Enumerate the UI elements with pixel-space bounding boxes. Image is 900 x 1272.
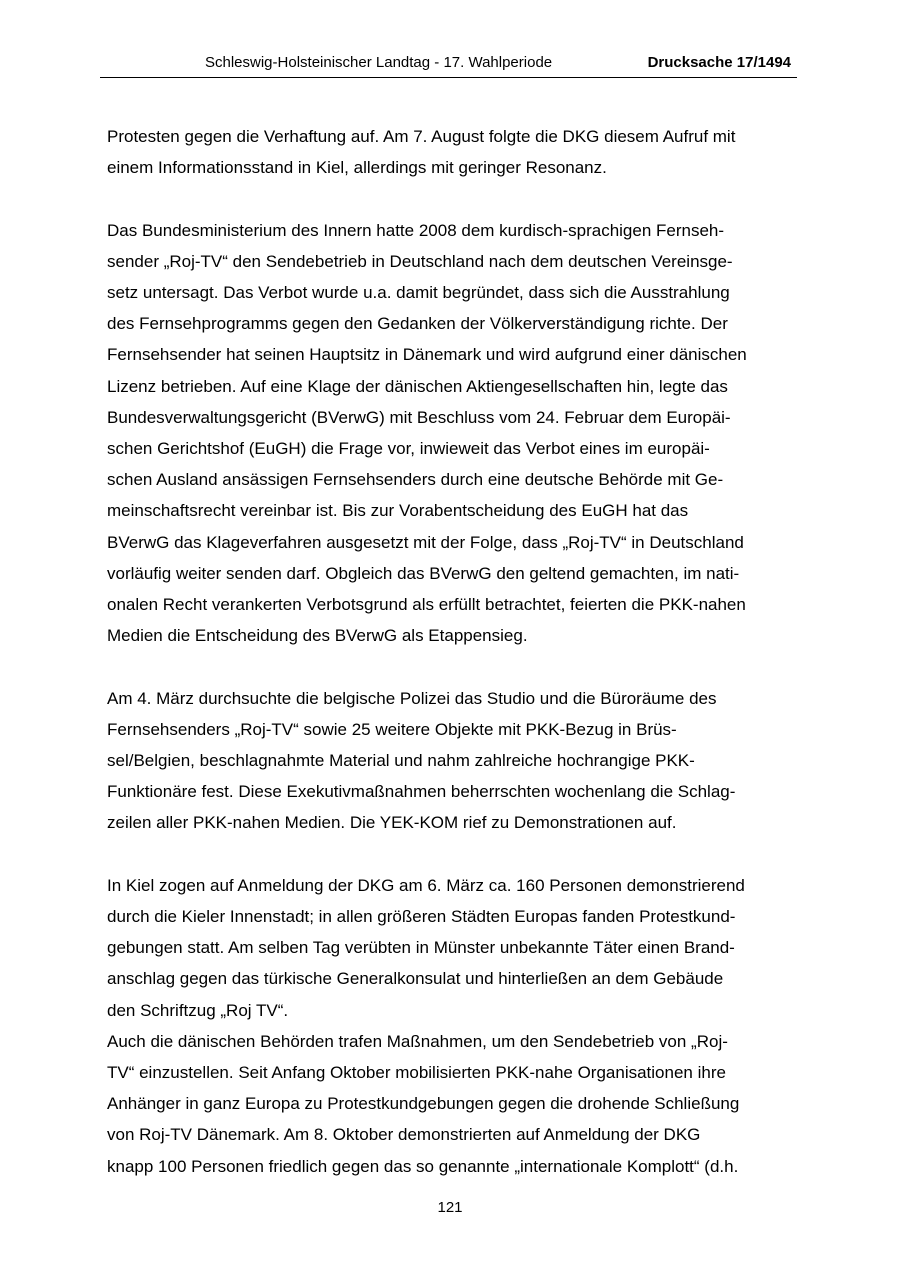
paragraph-4 bbox=[107, 870, 793, 1026]
text-line: Protesten gegen die Verhaftung auf. Am 7. August folgte die DKG diesem Aufruf mit bbox=[107, 127, 736, 146]
text-line: meinschaftsrecht vereinbar ist. Bis zur Vorabentscheidung des EuGH hat das bbox=[107, 501, 689, 521]
text-line: Medien die Entscheidung des BVerwG als Etappensieg. bbox=[107, 626, 528, 646]
text-line: einem Informationsstand in Kiel, allerdings mit geringer Resonanz. bbox=[107, 158, 607, 178]
paragraph-2 bbox=[107, 215, 793, 652]
text-line: Bundesverwaltungsgericht (BVerwG) mit Beschluss vom 24. Februar dem Europäi- bbox=[107, 407, 731, 427]
body-text bbox=[107, 121, 793, 1182]
page-number: 121 bbox=[437, 1199, 463, 1216]
document-number: Drucksache 17/1494 bbox=[647, 54, 791, 71]
text-line: Das Bundesministerium des Innern hatte 2008 dem kurdisch-sprachigen Fernseh- bbox=[107, 220, 725, 240]
text-line: von Roj-TV Dänemark. Am 8. Oktober demonstrierten auf Anmeldung der DKG bbox=[107, 1125, 701, 1145]
text-line: setz untersagt. Das Verbot wurde u.a. damit begründet, dass sich die Ausstrahlung bbox=[107, 283, 730, 302]
text-line: Fernsehsenders „Roj-TV“ sowie 25 weitere Objekte mit PKK-Bezug in Brüs- bbox=[107, 719, 677, 739]
paragraph-5 bbox=[107, 1026, 793, 1182]
text-line: anschlag gegen das türkische Generalkonsulat und hinterließen an dem Gebäude bbox=[107, 969, 724, 989]
text-line: Auch die dänischen Behörden trafen Maßnahmen, um den Sendebetrieb von „Roj- bbox=[107, 1031, 728, 1051]
text-line: onalen Recht verankerten Verbotsgrund als erfüllt betrachtet, feierten die PKK-nahen bbox=[107, 595, 746, 615]
text-line: BVerwG das Klageverfahren ausgesetzt mit der Folge, dass „Roj-TV“ in Deutschland bbox=[107, 532, 744, 552]
text-line: sel/Belgien, beschlagnahmte Material und nahm zahlreiche hochrangige PKK- bbox=[107, 751, 695, 771]
text-line: TV“ einzustellen. Seit Anfang Oktober mobilisierten PKK-nahe Organisationen ihre bbox=[107, 1063, 726, 1083]
text-line: Fernsehsender hat seinen Hauptsitz in Dänemark und wird aufgrund einer dänischen bbox=[107, 345, 747, 365]
header-title: Schleswig-Holsteinischer Landtag - 17. Wahlperiode bbox=[205, 54, 553, 71]
text-line: den Schriftzug „Roj TV“. bbox=[107, 1000, 289, 1020]
page-header bbox=[100, 50, 797, 78]
text-line: Funktionäre fest. Diese Exekutivmaßnahmen beherrschten wochenlang die Schlag- bbox=[107, 782, 736, 802]
paragraph-1 bbox=[107, 121, 793, 183]
text-line: gebungen statt. Am selben Tag verübten in Münster unbekannte Täter einen Brand- bbox=[107, 938, 735, 958]
text-line: durch die Kieler Innenstadt; in allen größeren Städten Europas fanden Protestkund- bbox=[107, 907, 736, 927]
text-line: Lizenz betrieben. Auf eine Klage der dänischen Aktiengesellschaften hin, legte das bbox=[107, 376, 728, 396]
text-line: schen Gerichtshof (EuGH) die Frage vor, inwieweit das Verbot eines im europäi- bbox=[107, 439, 710, 459]
text-line: sender „Roj-TV“ den Sendebetrieb in Deutschland nach dem deutschen Vereinsge- bbox=[107, 251, 733, 271]
paragraph-3 bbox=[107, 683, 793, 839]
text-line: In Kiel zogen auf Anmeldung der DKG am 6. März ca. 160 Personen demonstrierend bbox=[107, 875, 745, 895]
text-line: schen Ausland ansässigen Fernsehsenders durch eine deutsche Behörde mit Ge- bbox=[107, 470, 724, 490]
text-line: vorläufig weiter senden darf. Obgleich das BVerwG den geltend gemachten, im nati- bbox=[107, 563, 740, 583]
text-line: Am 4. März durchsuchte die belgische Polizei das Studio und die Büroräume des bbox=[107, 688, 717, 708]
text-line: zeilen aller PKK-nahen Medien. Die YEK-KOM rief zu Demonstrationen auf. bbox=[107, 813, 677, 833]
text-line: des Fernsehprogramms gegen den Gedanken der Völkerverständigung richte. Der bbox=[107, 314, 728, 334]
text-line: Anhänger in ganz Europa zu Protestkundgebungen gegen die drohende Schließung bbox=[107, 1094, 740, 1114]
text-line: knapp 100 Personen friedlich gegen das so genannte „internationale Komplott“ (d.h. bbox=[107, 1156, 739, 1176]
